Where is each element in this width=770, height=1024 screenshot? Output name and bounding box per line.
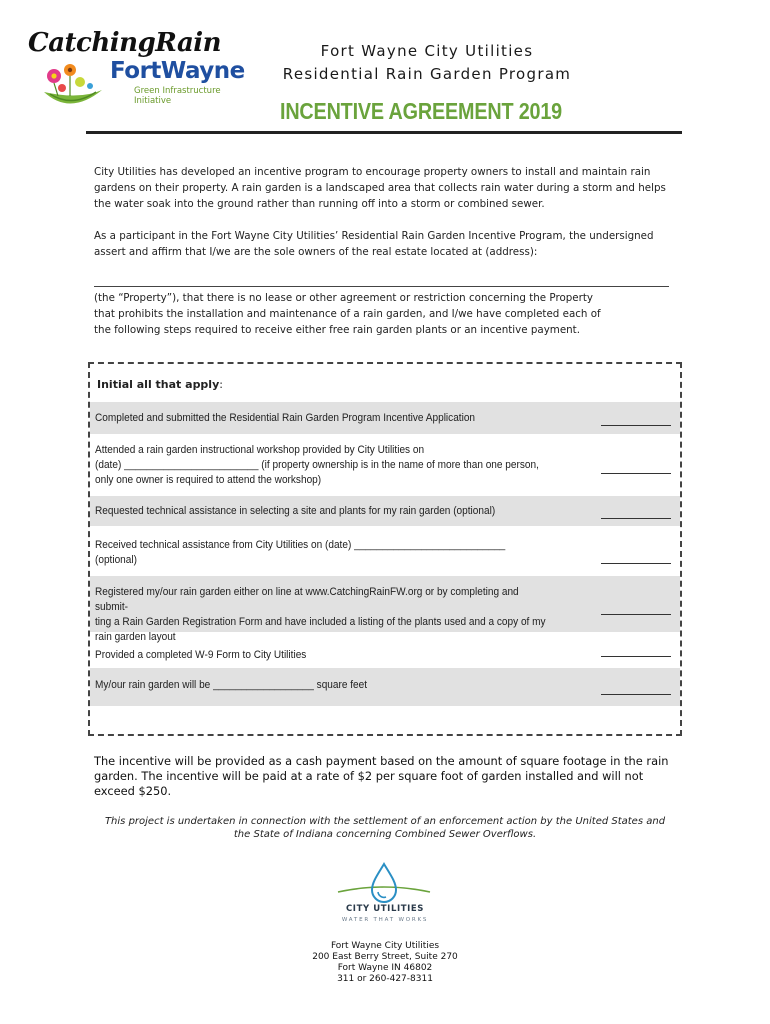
intro-paragraph: City Utilities has developed an incentive program to encourage property owners to install and maintain rain gardens on their property. A rain garden is a landscaped area that collects rain water during a storm and helps the water soak into the ground rather than running off into a storm or combined sewer.	[94, 166, 666, 210]
checklist-item-text: Registered my/our rain garden either on line at www.CatchingRainFW.org or by completing and submit- ting a Rain Garden Registration Form and have included a listing of the plants used and a copy of my rain garden layout	[95, 586, 546, 643]
checklist-item	[90, 668, 680, 706]
logo-tagline: Green Infrastructure Initiative	[134, 86, 221, 106]
city-utilities-name: CITY UTILITIES	[345, 904, 425, 914]
incentive-paragraph: The incentive will be provided as a cash payment based on the amount of square footage in the rain garden. The incentive will be paid at a rate of $2 per square foot of garden installed and will not exceed $250.	[94, 754, 669, 798]
affirmation-paragraph: As a participant in the Fort Wayne City Utilities’ Residential Rain Garden Incentive Program, the undersigned assert and affirm that I/we are the sole owners of the real estate located at (address):	[94, 230, 654, 258]
checklist-item	[90, 632, 680, 668]
checklist-item-text: Attended a rain garden instructional workshop provided by City Utilities on (date) ________________________ (if property ownership is in the name of more than one person, only one owner is required to attend the workshop)	[95, 444, 539, 486]
checklist-item	[90, 434, 680, 496]
mailing-address	[285, 941, 485, 985]
initials-field[interactable]	[601, 614, 671, 615]
address-line: 200 East Berry Street, Suite 270	[312, 952, 458, 962]
initials-field[interactable]	[601, 425, 671, 426]
address-line: Fort Wayne City Utilities	[330, 941, 440, 951]
property-paragraph: (the “Property”), that there is no lease or other agreement or restriction concerning the Property that prohibits the installation and maintenance of a rain garden, and I/we have completed each of the following steps required to receive either free rain garden plants or an incentive payment.	[94, 292, 601, 336]
initials-field[interactable]	[601, 518, 671, 519]
checklist-item-text: My/our rain garden will be __________________ square feet	[95, 679, 368, 691]
checklist-item-text: Requested technical assistance in selecting a site and plants for my rain garden (optional)	[95, 505, 496, 517]
checklist-item	[90, 576, 680, 643]
initials-field[interactable]	[601, 473, 671, 474]
settlement-note: This project is undertaken in connection with the settlement of an enforcement action by the United States and the State of Indiana concerning Combined Sewer Overflows.	[104, 816, 666, 840]
checklist-item	[90, 496, 680, 526]
initials-field[interactable]	[601, 563, 671, 564]
logo-wordmark-fort-wayne: FortWayne	[110, 58, 245, 84]
org-name: Fort Wayne City Utilities	[320, 42, 534, 60]
address-field-line[interactable]	[94, 286, 669, 287]
initials-field[interactable]	[601, 694, 671, 695]
catching-rain-logo	[22, 26, 245, 108]
title-divider	[86, 131, 682, 134]
checklist-item	[90, 526, 680, 576]
page-title: INCENTIVE AGREEMENT 2019	[280, 98, 563, 124]
city-utilities-tagline: WATER THAT WORKS	[341, 917, 429, 923]
address-line: Fort Wayne IN 46802	[337, 963, 433, 973]
checklist-item-text: Provided a completed W-9 Form to City Utilities	[95, 649, 307, 661]
phone-line: 311 or 260-427-8311	[337, 974, 433, 984]
checklist-item-text: Completed and submitted the Residential Rain Garden Program Incentive Application	[95, 412, 476, 424]
flower-umbrella-icon	[40, 56, 120, 108]
initials-field[interactable]	[601, 656, 671, 657]
checklist-item	[90, 402, 680, 434]
program-name: Residential Rain Garden Program	[282, 65, 572, 83]
checklist-heading: Initial all that apply:	[97, 378, 223, 391]
checklist-item-text: Received technical assistance from City Utilities on (date) ___________________________ (optional)	[95, 539, 506, 566]
logo-wordmark-catching-rain: CatchingRain	[28, 28, 222, 58]
